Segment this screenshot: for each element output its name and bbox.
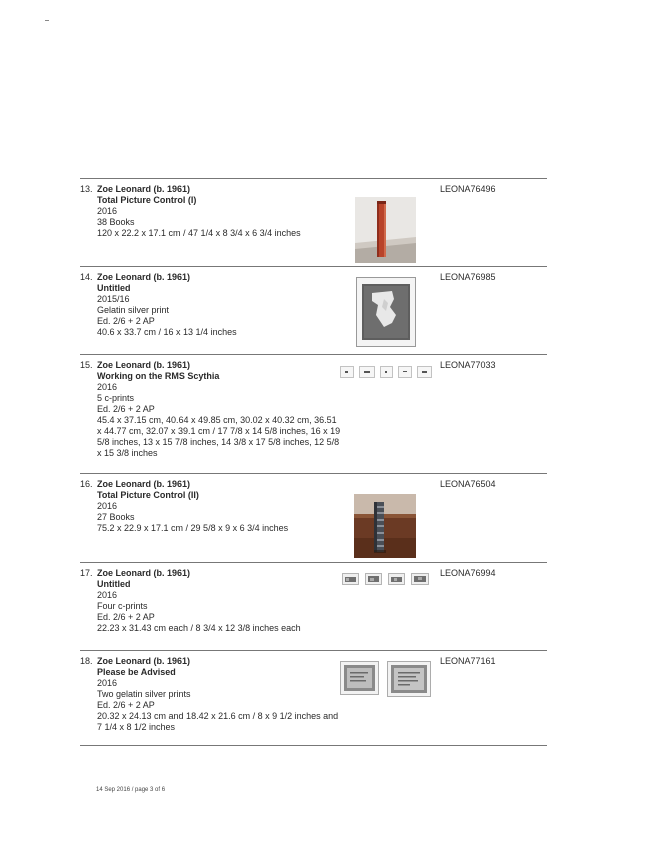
artwork-medium: 5 c-prints — [97, 393, 135, 403]
divider — [80, 745, 547, 746]
entry-details — [97, 656, 337, 733]
artist-name: Zoe Leonard (b. 1961) — [97, 272, 191, 282]
artwork-entry-13 — [80, 178, 547, 267]
artwork-title: Working on the RMS Scythia — [97, 371, 220, 381]
artwork-year: 2016 — [97, 206, 118, 216]
artwork-entry-14 — [80, 266, 547, 355]
artwork-dimensions: 40.6 x 33.7 cm / 16 x 13 1/4 inches — [97, 327, 237, 337]
artwork-year: 2015/16 — [97, 294, 130, 304]
artwork-title: Please be Advised — [97, 667, 176, 677]
artwork-entry-17 — [80, 562, 547, 651]
artwork-medium: Two gelatin silver prints — [97, 689, 191, 699]
artwork-title: Untitled — [97, 579, 131, 589]
entry-number: 17. — [80, 568, 93, 578]
artwork-thumbnail — [356, 277, 416, 347]
entry-number: 13. — [80, 184, 93, 194]
artwork-year: 2016 — [97, 382, 118, 392]
artwork-thumbnails — [342, 572, 430, 586]
entry-details — [97, 479, 337, 534]
artwork-dimensions: 120 x 22.2 x 17.1 cm / 47 1/4 x 8 3/4 x 6 3/4 inches — [97, 228, 301, 238]
artwork-edition: Ed. 2/6 + 2 AP — [97, 612, 155, 622]
inventory-ref: LEONA76496 — [440, 184, 496, 194]
artwork-title: Total Picture Control (I) — [97, 195, 197, 205]
entry-number: 15. — [80, 360, 93, 370]
artwork-thumbnail — [355, 197, 416, 263]
artist-name: Zoe Leonard (b. 1961) — [97, 184, 191, 194]
artwork-entry-15 — [80, 354, 547, 473]
artwork-year: 2016 — [97, 501, 118, 511]
artwork-medium: 38 Books — [97, 217, 135, 227]
artwork-medium: Gelatin silver print — [97, 305, 170, 315]
artwork-medium: 27 Books — [97, 512, 135, 522]
artwork-edition: Ed. 2/6 + 2 AP — [97, 316, 155, 326]
scan-mark — [45, 20, 49, 21]
artwork-title: Untitled — [97, 283, 131, 293]
artwork-dimensions: 22.23 x 31.43 cm each / 8 3/4 x 12 3/8 inches each — [97, 623, 301, 633]
entry-details — [97, 184, 337, 239]
entry-details — [97, 272, 337, 338]
inventory-ref: LEONA76985 — [440, 272, 496, 282]
entry-number: 14. — [80, 272, 93, 282]
artwork-dimensions: 75.2 x 22.9 x 17.1 cm / 29 5/8 x 9 x 6 3/4 inches — [97, 523, 289, 533]
artist-name: Zoe Leonard (b. 1961) — [97, 568, 191, 578]
artwork-edition: Ed. 2/6 + 2 AP — [97, 700, 155, 710]
inventory-ref: LEONA76994 — [440, 568, 496, 578]
inventory-ref: LEONA76504 — [440, 479, 496, 489]
entry-number: 16. — [80, 479, 93, 489]
entry-details — [97, 360, 341, 459]
artist-name: Zoe Leonard (b. 1961) — [97, 360, 191, 370]
artwork-thumbnail — [354, 494, 416, 558]
artwork-dimensions: 45.4 x 37.15 cm, 40.64 x 49.85 cm, 30.02 x 40.32 cm, 36.51 x 44.77 cm, 32.07 x 39.1 cm / 17 7/8 x 14 5/8 inches, 16 x 19 5/8 inches, 13 x 15 7/8 inches, 14 3/8 x 17 5/8 inches, 12 5/8 x 15 3/8 inches — [97, 415, 341, 458]
artwork-medium: Four c-prints — [97, 601, 148, 611]
artist-name: Zoe Leonard (b. 1961) — [97, 656, 191, 666]
entry-number: 18. — [80, 656, 93, 666]
page-footer: 14 Sep 2016 / page 3 of 6 — [96, 787, 166, 793]
artwork-entry-18 — [80, 650, 547, 746]
artwork-entry-16 — [80, 473, 547, 562]
artwork-year: 2016 — [97, 678, 118, 688]
artwork-title: Total Picture Control (II) — [97, 490, 199, 500]
artwork-dimensions: 20.32 x 24.13 cm and 18.42 x 21.6 cm / 8 x 9 1/2 inches and 7 1/4 x 8 1/2 inches — [97, 711, 339, 732]
inventory-ref: LEONA77033 — [440, 360, 496, 370]
artist-name: Zoe Leonard (b. 1961) — [97, 479, 191, 489]
artwork-edition: Ed. 2/6 + 2 AP — [97, 404, 155, 414]
artwork-thumbnails — [340, 365, 432, 379]
artwork-thumbnails — [340, 661, 432, 697]
artwork-year: 2016 — [97, 590, 118, 600]
inventory-ref: LEONA77161 — [440, 656, 496, 666]
entry-details — [97, 568, 337, 634]
